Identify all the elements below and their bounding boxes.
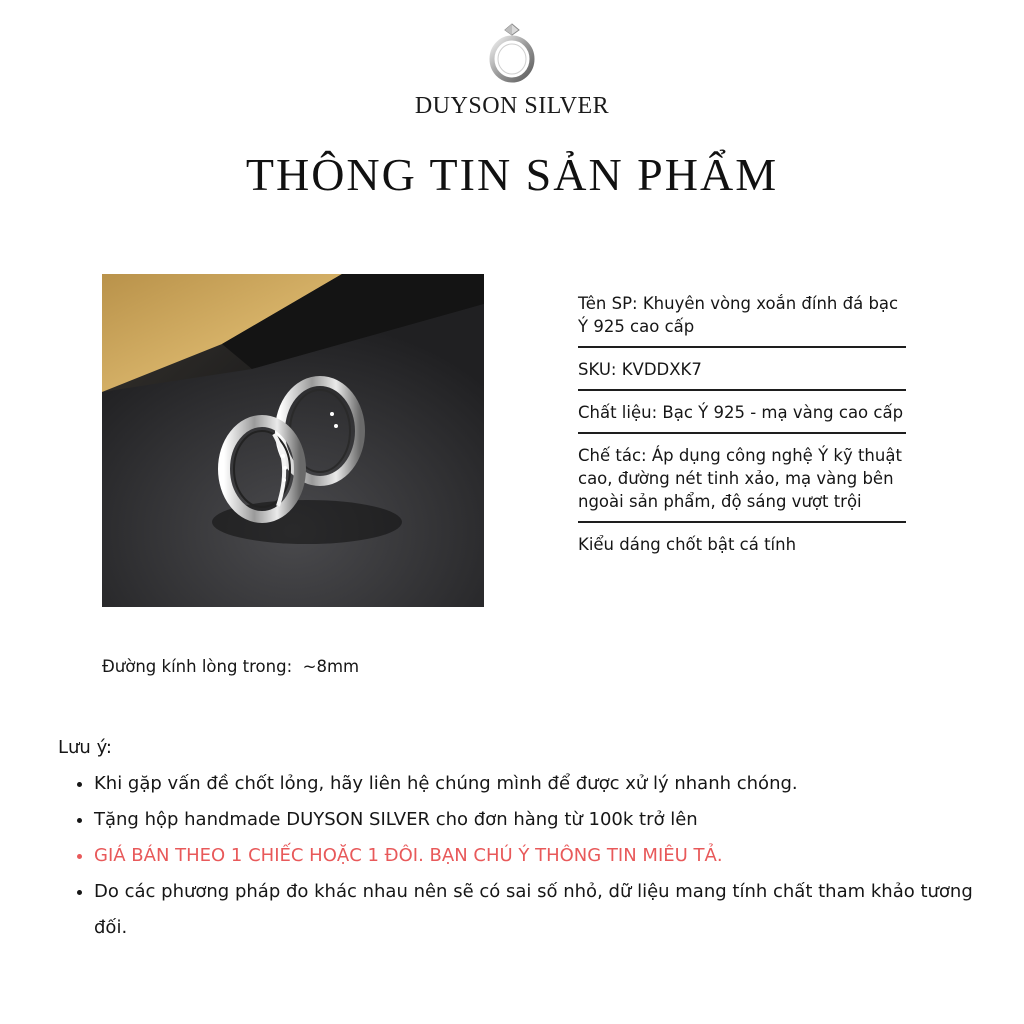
spec-sku: SKU: KVDDXK7 [578,348,906,391]
spec-style: Kiểu dáng chốt bật cá tính [578,535,797,554]
notes-list [58,766,988,946]
brand-name: DUYSON SILVER [414,93,610,119]
note-item: • Tặng hộp handmade DUYSON SILVER cho đơn hàng từ 100k trở lên [94,802,988,838]
spec-name: Tên SP: Khuyên vòng xoắn đính đá bạc Ý 925 cao cấp [578,286,906,348]
note-item: • Do các phương pháp đo khác nhau nên sẽ có sai số nhỏ, dữ liệu mang tính chất tham khảo tương đối. [94,874,988,946]
spec-craft: Chế tác: Áp dụng công nghệ Ý kỹ thuật cao, đường nét tinh xảo, mạ vàng bên ngoài sản phẩm, độ sáng vượt trội [578,434,906,523]
ring-icon [487,22,537,84]
spec-list [578,286,906,564]
notes-heading: Lưu ý: [58,737,112,758]
spec-material: Chất liệu: Bạc Ý 925 - mạ vàng cao cấp [578,391,906,434]
notes-section [58,737,988,946]
note-item: • Khi gặp vấn đề chốt lỏng, hãy liên hệ chúng mình để được xử lý nhanh chóng. [94,766,988,802]
inner-diameter: Đường kính lòng trong: ~8mm [102,657,360,676]
page-title: THÔNG TIN SẢN PHẨM [245,149,779,200]
product-image [102,274,484,607]
note-item-warning: • GIÁ BÁN THEO 1 CHIẾC HOẶC 1 ĐÔI. BẠN CHÚ Ý THÔNG TIN MIÊU TẢ. [94,838,988,874]
